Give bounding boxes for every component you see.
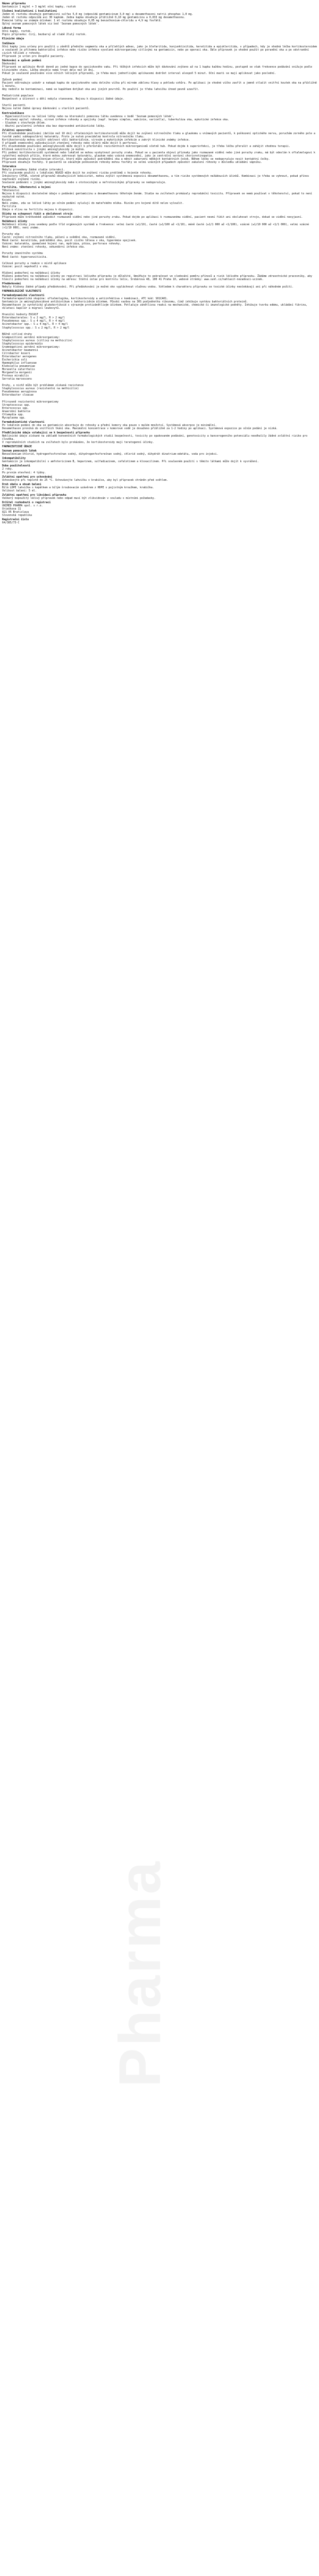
- document-section: [2, 129, 317, 165]
- document-section: [2, 2, 317, 9]
- document-section: [2, 10, 317, 26]
- leaflet-document: [2, 1, 317, 524]
- section-text: Oční kapky, roztok. Popis přípravku: čirý, bezbarvý až slabě žlutý roztok.: [2, 30, 87, 37]
- document-section: [2, 457, 317, 463]
- document-section: [2, 518, 317, 524]
- section-text: Dávkování Přípravek se aplikuje 4krát denně po jedné kapce do spojivkového vaku. Při těžkých infekcích může být dávkování zvýšeno až na 1 kapku každou hodinu, postupně se však frekvence podávání snižuje podle klinického stavu. Léčba obvykle nemá trvat déle než 14 dní. Pokud je současně používáno více očních léčivých přípravků, je třeba mezi jednotlivými aplikacemi dodržet interval alespoň 5 minut. Oční masti se mají aplikovat jako poslední. Způsob podání Pacient odšroubuje uzávěr a nakapá kapku do spojivkového vaku dolního víčka při mírném záklonu hlavy a pohledu vzhůru. Po aplikaci je vhodné víčko zavřít a jemně stlačit vnitřní koutek oka na přibližně 1 minutu. Aby nedošlo ke kontaminaci, nemá se kapátkem dotýkat oka ani jiných povrchů. Po použití je třeba lahvičku ihned pevně uzavřít. Pediatrická populace Bezpečnost a účinnost u dětí nebyla stanovena. Nejsou k dispozici žádné údaje. Starší pacienti Nejsou nutné žádné úpravy dávkování u starších pacientů.: [2, 62, 317, 111]
- watermark: [43, 277, 319, 2194]
- section-text: Nebyly provedeny žádné studie interakcí. Při současném použití s lokálními NSAID může dojít ke zvýšení rizika problémů s hojením rohovky. Inhibitory CYP3A, včetně přípravků obsahujících kobicistat, mohou zvýšit systémovou expozici dexamethasonu, a tím riziko systémových nežádoucích účinků. Kombinaci je třeba se vyhnout, pokud přínos nepřeváží zvýšené riziko. Současné podávání s jinými aminoglykosidy nebo s ototoxickými a nefrotoxickými přípravky se nedoporučuje.: [2, 168, 309, 185]
- document-section: [2, 494, 317, 500]
- document-section: [2, 212, 317, 219]
- section-text: Gentamicin je inkompatibilní s amfotericinem B, heparinem, sulfadiazinem, cefalotinem a kloxacilinem. Při současném použití s těmito látkami může dojít k vysrážení.: [2, 460, 259, 464]
- document-section: [2, 290, 317, 293]
- document-section: [2, 186, 317, 211]
- section-heading: Léková forma: [2, 27, 21, 30]
- section-heading: Účinky na schopnost řídit a obsluhovat stroje: [2, 212, 73, 216]
- section-heading: Název přípravku: [2, 2, 26, 5]
- section-text: Farmakoterapeutická skupina: oftalmologika, kortikosteroidy a antiinfektiva v kombinaci, ATC kód: S01CA01. Gentamicin je aminoglykosidové antibiotikum s baktericidním účinkem. Působí vazbou na 30S podjednotku ribozomu, čímž inhibuje syntézu bakteriálních proteinů. Dexamethason je syntetický glukokortikoid s výrazným protizánětlivým účinkem. Potlačuje zánětlivou reakci na mechanické, chemické či imunologické podněty. Inhibuje tvorbu edému, ukládání fibrinu, dilataci kapilár a migraci leukocytů. Hraniční hodnoty EUCAST Enterobacterales: S ≤ 2 mg/l, R > 2 mg/l Pseudomonas spp.: S ≤ 4 mg/l, R > 4 mg/l Acinetobacter spp.: S ≤ 4 mg/l, R > 4 mg/l Staphylococcus spp.: S ≤ 2 mg/l, R > 2 mg/l Běžně citlivé druhy Grampozitivní aerobní mikroorganismy: Staphylococcus aureus (citlivý na methicilin) Staphylococcus epidermidis Gramnegativní aerobní mikroorganismy: Acinetobacter baumannii Citrobacter koseri Enterobacter aerogenes Escherichia coli Haemophilus influenzae Klebsiella pneumoniae Moraxella catarrhalis Morganella morganii Proteus mirabilis Serratia marcescens Druhy, u nichž může být problémem získaná rezistence Staphylococcus aureus (rezistentní na methicilin) Pseudomonas aeruginosa Enterobacter cloacae Přirozeně rezistentní mikroorganismy Streptococcus spp. Enterococcus spp. Anaerobní bakterie Chlamydia spp. Mycoplasma spp.: [2, 297, 308, 420]
- section-text: 64/385/73-C: [2, 521, 20, 525]
- section-heading: Farmakodynamické vlastnosti: [2, 294, 45, 298]
- section-text: Gentamicin 1 mg/ml + 3 mg/ml oční kapky, roztok: [2, 5, 76, 9]
- section-heading: Interakce: [2, 165, 16, 169]
- watermark-text: Pharma: [107, 1859, 173, 2087]
- section-heading: Předávkování: [2, 282, 21, 285]
- section-heading: Zvláštní opatření pro likvidaci přípravku: [2, 493, 66, 497]
- document-section: [2, 282, 317, 289]
- section-heading: Fertilita, těhotenství a kojení: [2, 185, 51, 189]
- document-section: [2, 475, 317, 482]
- section-heading: Kontraindikace: [2, 111, 24, 115]
- section-text: Nebyly hlášeny žádné případy předávkování. Při předávkování je možné oko vypláchnout vlažnou vodou. Vzhledem k charakteru přípravku se toxické účinky neočekávají ani při náhodném požití.: [2, 285, 293, 289]
- section-text: - Hypersenzitivita na léčivé látky nebo na kteroukoli pomocnou látku uvedenou v bodě 'Seznam pomocných látek'. - Porušený epitel rohovky, virové infekce rohovky a spojivky (např. herpes simplex, vakcinie, varicella), tuberkulóza oka, mykotické infekce oka. - Glaukom s otevřeným úhlem. - Akutní purulentní infekce oka bez doprovodné antibiotické léčby.: [2, 114, 229, 128]
- section-heading: Předklinické údaje vztahující se k bezpečnosti přípravku: [2, 431, 90, 434]
- section-text: Neklinické údaje získané na základě konvenčních farmakologických studií bezpečnosti, toxicity po opakovaném podávání, genotoxicity a kancerogenního potenciálu neodhalily žádné zvláštní riziko pro člověka. V reprodukčních studiích na zvířatech bylo prokázáno, že kortikosteroidy mají teratogenní účinky.: [2, 434, 308, 445]
- document-section: [2, 449, 317, 456]
- document-section: [2, 294, 317, 420]
- section-heading: Registrační číslo: [2, 518, 29, 522]
- section-text: 2 roky. Po prvním otevření: 4 týdny.: [2, 467, 46, 474]
- document-section: [2, 220, 317, 281]
- document-section: [2, 112, 317, 128]
- section-heading: Indikace: [2, 42, 15, 45]
- document-section: [2, 37, 317, 40]
- section-heading: Druh obalu a obsah balení: [2, 482, 41, 486]
- document-section: [2, 42, 317, 58]
- section-text: Nežádoucí účinky jsou uvedeny podle tříd orgánových systémů a frekvence: velmi časté (≥1/10), časté (≥1/100 až <1/10), méně časté (≥1/1 000 až <1/100), vzácné (≥1/10 000 až <1/1 000), velmi vzácné (<1/10 000), není známo. Poruchy oka Časté: zvýšení nitroočního tlaku, pálení a svědění oka, rozmazané vidění. Méně časté: keratitida, podráždění oka, pocit cizího tělesa v oku, hyperémie spojivek. Vzácné: katarakta, zpomalené hojení ran, mydriáza, ptóza, perforace rohovky. Není známo: ztenčení rohovky, sekundární infekce oka. Poruchy imunitního systému Méně časté: hypersenzitivita. Celkové poruchy a reakce v místě aplikace Vzácné: pocit nepohodlí v oku. Hlášení podezření na nežádoucí účinky Hlášení podezření na nežádoucí účinky po registraci léčivého přípravku je důležité. Umožňuje to pokračovat ve sledování poměru přínosů a rizik léčivého přípravku. Žádáme zdravotnické pracovníky, aby hlásili podezření na nežádoucí účinky na adresu: Státní ústav pro kontrolu léčiv, Šrobárova 48, 100 41 Praha 10, webové stránky: www.sukl.cz/nahlasit-nezadouci-ucinek.: [2, 223, 312, 281]
- section-heading: Inkompatibility: [2, 457, 26, 461]
- section-text: Jeden ml roztoku obsahuje gentamicini sulfas 5,0 mg (odpovídá gentamicinum 3,0 mg) a dexamethasoni natrii phosphas 1,0 mg. Jeden ml roztoku odpovídá asi 30 kapkám. Jedna kapka obsahuje přibližně 0,10 mg gentamicinu a 0,033 mg dexamethasonu. Pomocné látky se známým účinkem: 1 ml roztoku obsahuje 0,05 mg benzalkonium-chloridu a 4,9 mg fosfátů. Úplný seznam pomocných látek viz bod 'Seznam pomocných látek'.: [2, 13, 194, 26]
- document-section: [2, 165, 317, 184]
- section-text: Oční kapky jsou určeny pro použití u zánětů předního segmentu oka a přilehlých adnex, jako je blefaritida, konjunktivitida, keratitida a episkleritida, v případech, kdy je vhodná léčba kortikosteroidem a současně je přítomna bakteriální infekce nebo riziko infekce vyvolané mikroorganismy citlivými na gentamicin, nebo po operaci oka. Dále přípravek je vhodné použít po poranění oka a po odstranění cizích tělísek z rohovky. Přípravek je určen pro dospělé pacienty.: [2, 45, 317, 58]
- section-heading: Klinické údaje: [2, 37, 24, 41]
- document-section: [2, 59, 317, 111]
- section-heading: Držitel rozhodnutí o registraci: [2, 501, 51, 504]
- section-heading: FARMAKOLOGICKÉ VLASTNOSTI: [2, 289, 41, 293]
- document-section: [2, 445, 317, 448]
- document-section: [2, 27, 317, 36]
- document-section: [2, 464, 317, 474]
- section-heading: Nežádoucí účinky: [2, 220, 28, 223]
- section-heading: Zvláštní opatření pro uchovávání: [2, 475, 53, 479]
- document-section: [2, 483, 317, 493]
- section-heading: Farmakokinetické vlastnosti: [2, 420, 45, 424]
- section-text: Při dlouhodobém používání (delším než 10 dní) oftalmických kortikosteroidů může dojít ke zvýšení nitroočního tlaku a glaukomu u vnímavých pacientů, k poškození optického nervu, poruchám zorného pole a tvorbě zadní subkapsulární katarakty. Proto je nutná pravidelná kontrola nitroočního tlaku. Kortikosteroidy mohou snížit odolnost vůči bakteriálním, virovým a mykotickým infekcím a zakrýt klinické známky infekce. V případě onemocnění způsobujících ztenčení rohovky nebo skléry může dojít k perforaci. Při dlouhodobém používání aminoglykosidů může dojít k přerůstání rezistentních mikroorganismů včetně hub. Pokud dojde k superinfekci, je třeba léčbu přerušit a zahájit vhodnou terapii. Křížová senzitivita s jinými aminoglykosidy je možná. Při podání kortikosteroidů systémově nebo lokálně se mohou vyskytnout poruchy zraku. Pokud se u pacienta objeví příznaky jako rozmazané vidění nebo jiné poruchy zraku, má být odeslán k oftalmologovi k vyšetření možných příčin, které mohou zahrnovat kataraktu, glaukom nebo vzácná onemocnění, jako je centrální serózní chorioretinopatie. Přípravek obsahuje benzalkonium-chlorid, který může způsobit podráždění oka a měnit zabarvení měkkých kontaktních čoček. Během léčby se nedoporučuje nosit kontaktní čočky. Přípravek obsahuje fosfáty. U pacientů se závažným poškozením rohovky mohou fosfáty ve velmi vzácných případech způsobit zakalení rohovky v důsledku ukládání vápníku.: [2, 132, 315, 165]
- section-text: Těhotenství Nejsou k dispozici dostatečné údaje o podávání gentamicinu a dexamethasonu těhotným ženám. Studie na zvířatech prokázaly reprodukční toxicitu. Přípravek se nemá používat v těhotenství, pokud to není nezbytně nutné. Kojení Není známo, zda se léčivé látky po očním podání vylučují do mateřského mléka. Riziko pro kojené dítě nelze vyloučit. Fertilita Údaje o vlivu na fertilitu nejsou k dispozici.: [2, 188, 312, 211]
- section-heading: Dávkování a způsob podání: [2, 59, 41, 62]
- section-text: Bílá LDPE lahvička s kapátkem a bílým šroubovacím uzávěrem z HDPE s pojistným kroužkem, krabička. Velikost balení: 5 ml.: [2, 486, 154, 493]
- document-section: [2, 431, 317, 444]
- section-heading: Složení kvalitativní i kvalitativní: [2, 10, 57, 13]
- section-text: Uchovávejte při teplotě do 25 °C. Uchovávejte lahvičku v krabičce, aby byl přípravek chráněn před světlem.: [2, 478, 169, 482]
- section-text: UNIMED PHARMA spol. s r.o. Orieškova 11 821 05 Bratislava Slovenská republika: [2, 504, 43, 518]
- section-text: Veškerý nepoužitý léčivý přípravek nebo odpad musí být zlikvidován v souladu s místními požadavky.: [2, 496, 156, 500]
- section-heading: Seznam pomocných látek: [2, 449, 37, 453]
- section-text: Přípravek může krátkodobě způsobit rozmazané vidění nebo jiné poruchy zraku. Pokud dojde po aplikaci k rozmazanému vidění, pacient nesmí řídit ani obsluhovat stroje, dokud se vidění nevyjasní.: [2, 215, 303, 219]
- document-section: [2, 421, 317, 430]
- document-section: [2, 501, 317, 517]
- section-text: Po lokálním podání do oka se gentamicin absorbuje do rohovky a přední komory oka pouze v malém množství. Systémová absorpce je minimální. Dexamethason proniká do vnitřních tkání oka. Maximální koncentrace v komorové vodě je dosaženo přibližně za 1-2 hodiny po aplikaci. Systémová expozice po očním podání je nízká.: [2, 423, 278, 430]
- section-heading: FARMACEUTICKÉ ÚDAJE: [2, 445, 32, 449]
- section-text: Benzalkonium-chlorid, hydrogenfosforečnan sodný, dihydrogenfosforečnan sodný, chlorid sodný, dihydrát dinatrium-edetátu, voda pro injekci.: [2, 453, 219, 456]
- section-heading: Doba použitelnosti: [2, 464, 30, 468]
- section-heading: Zvláštní upozornění: [2, 128, 32, 132]
